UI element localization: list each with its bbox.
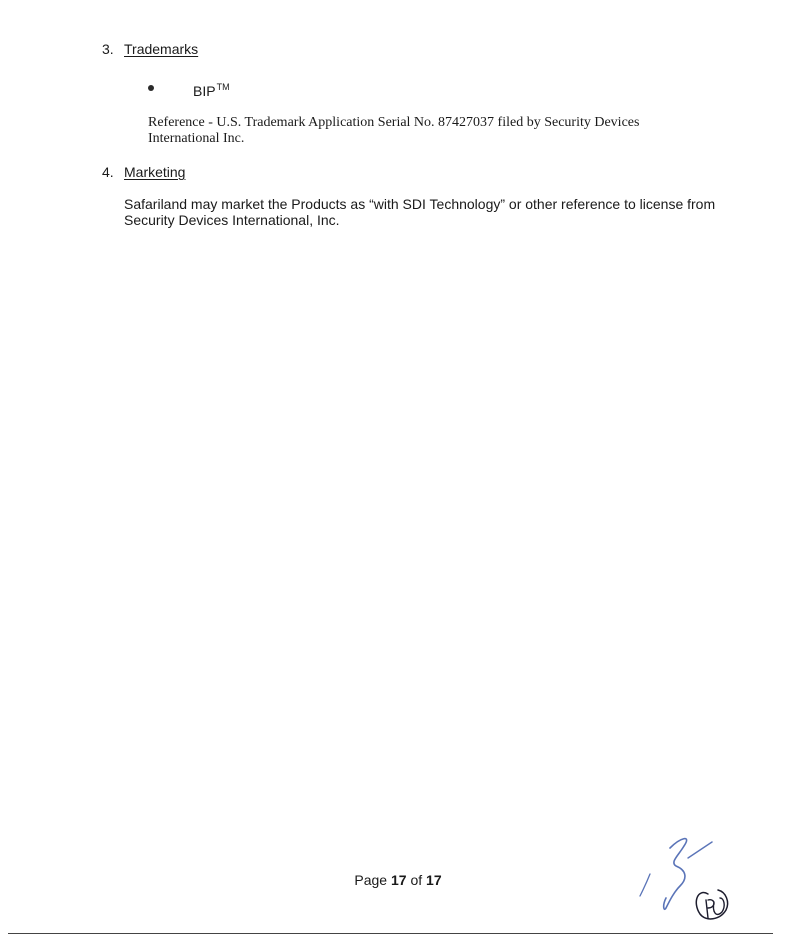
trademark-text: BIP	[193, 83, 216, 99]
trademark-superscript: TM	[216, 82, 230, 92]
current-page-number: 17	[390, 872, 407, 888]
marketing-paragraph: Safariland may market the Products as “with SDI Technology” or other reference to license from Security Devices International, Inc.	[124, 196, 716, 228]
page-label: Page	[354, 872, 388, 888]
trademark-list-item	[148, 78, 348, 99]
bottom-divider	[8, 933, 773, 934]
section-number: 3.	[102, 41, 114, 57]
reference-paragraph: Reference - U.S. Trademark Application Serial No. 87427037 filed by Security Devices International Inc.	[148, 115, 640, 146]
section-title: Marketing	[124, 164, 186, 180]
trademark-name	[193, 78, 230, 100]
total-pages-number: 17	[426, 872, 442, 888]
section-heading-marketing	[102, 164, 185, 180]
section-heading-trademarks	[102, 41, 198, 57]
section-title: Trademarks	[124, 41, 199, 57]
signature-initials-icon	[630, 826, 740, 926]
section-number: 4.	[102, 164, 114, 180]
bullet-icon	[148, 85, 154, 91]
of-label: of	[410, 872, 423, 888]
